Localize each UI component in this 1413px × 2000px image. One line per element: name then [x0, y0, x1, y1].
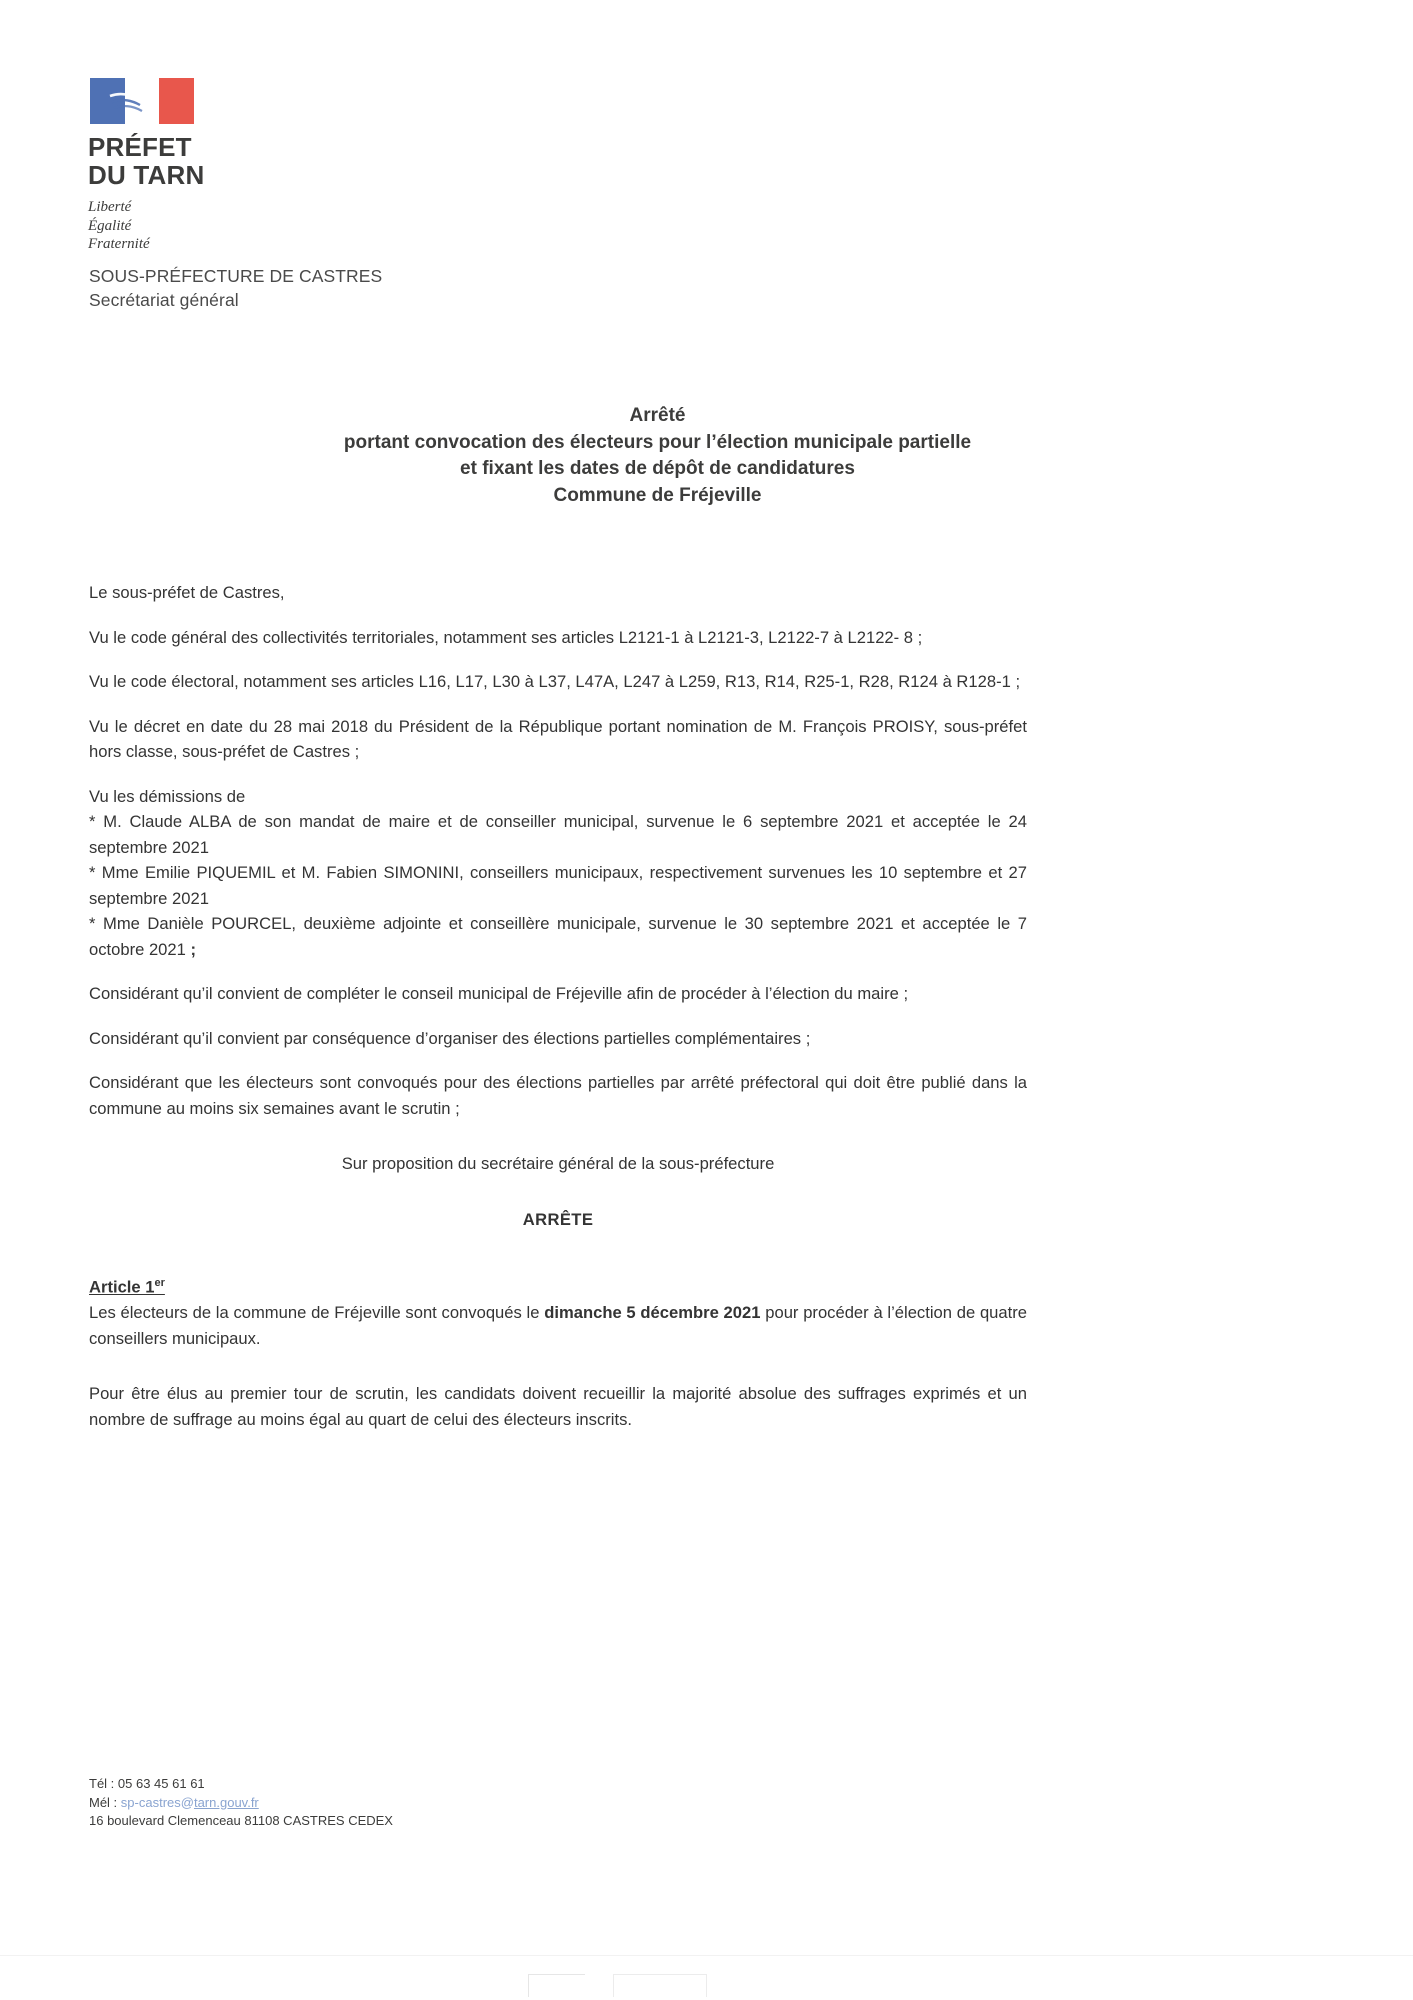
arrete-keyword: ARRÊTE — [522, 1209, 594, 1229]
spacer-before-article — [89, 1251, 1027, 1271]
demission-item-alba: * M. Claude ALBA de son mandat de maire et de conseiller municipal, survenue le 6 septembre 2021 et acceptée le 24 septembre 2021 — [89, 812, 1027, 857]
article-1-text-before-date: Les électeurs de la commune de Fréjeville sont convoqués le — [89, 1303, 545, 1323]
title-line-object-2: et fixant les dates de dépôt de candidatures — [460, 458, 855, 479]
article-1-paragraph-2: Pour être élus au premier tour de scrutin, les candidats doivent recueillir la majorité absolue des suffrages exprimés et un nombre de suffrage au moins égal au quart de celui des électeurs inscrits. — [89, 1384, 1027, 1429]
title-line-commune: Commune de Fréjeville — [553, 484, 762, 506]
prefet-title-line2: DU TARN — [88, 160, 205, 190]
footer-address: 16 boulevard Clemenceau 81108 CASTRES CEDEX — [89, 1813, 393, 1828]
document-footer — [89, 1775, 393, 1831]
article-1-label: Article 1 — [89, 1277, 155, 1297]
vu-demissions-intro: Vu les démissions de — [89, 786, 246, 806]
motto-egalite: Égalité — [88, 217, 132, 234]
title-line-object-1: portant convocation des électeurs pour l’élection municipale partielle — [343, 431, 972, 453]
demission-pourcel-text: * Mme Danièle POURCEL, deuxième adjointe et conseillère municipale, survenue le 30 septembre 2021 et acceptée le 7 octobre 2021 — [89, 914, 1027, 959]
email-local-part: sp-castres@ — [120, 1794, 194, 1810]
footer-mail-label: Mél : — [89, 1794, 121, 1810]
marianne-wave-icon — [90, 78, 194, 124]
motto-fraternite: Fraternité — [88, 236, 150, 252]
considerant-paragraph-2: Considérant qu’il convient par conséquence d’organiser des élections partielles complémentaires ; — [89, 1028, 811, 1048]
considerant-paragraph-1: Considérant qu’il convient de compléter le conseil municipal de Fréjeville afin de procéder à l’élection du maire ; — [89, 984, 909, 1003]
document-title — [89, 403, 1226, 509]
article-1-heading — [89, 1271, 1027, 1300]
prefecture-logo-block — [88, 78, 418, 254]
footer-tel-label: Tél : — [89, 1776, 118, 1791]
scan-artifact-right — [613, 1974, 707, 1997]
scan-bottom-edge — [0, 1955, 1413, 2000]
motto-liberte: Liberté — [88, 199, 132, 215]
footer-telephone — [89, 1775, 393, 1794]
french-flag-icon — [90, 78, 194, 124]
salutation-paragraph: Le sous-préfet de Castres, — [89, 583, 285, 602]
demission-item-piquemil-simonini: * Mme Emilie PIQUEMIL et M. Fabien SIMONINI, conseillers municipaux, respectivement survenues les 10 septembre et 27 septembre 2021 — [89, 863, 1027, 908]
republic-motto — [88, 198, 418, 254]
footer-email — [89, 1794, 393, 1813]
document-body — [89, 580, 1027, 1451]
vu-cgct-paragraph: Vu le code général des collectivités territoriales, notamment ses articles L2121-1 à L2121-3, L2122-7 à L2122- 8 ; — [89, 627, 923, 647]
title-line-arrete: Arrêté — [629, 405, 686, 426]
considerant-paragraph-3: Considérant que les électeurs sont convoqués pour des élections partielles par arrêté préfectoral qui doit être publié dans la commune au moins six semaines avant le scrutin ; — [89, 1073, 1027, 1118]
article-1-ordinal-suffix: er — [154, 1277, 165, 1289]
prefet-title-line1: PRÉFET — [88, 132, 192, 162]
spacer-before-arrete — [89, 1196, 1027, 1207]
vu-decret-paragraph: Vu le décret en date du 28 mai 2018 du Président de la République portant nomination de M. François PROISY, sous-préfet hors classe, sous-préfet de Castres ; — [89, 716, 1027, 761]
demission-item-pourcel — [89, 911, 1027, 962]
article-1-text-after-date: pour procéder à l’élection de quatre conseillers municipaux. — [89, 1303, 1027, 1348]
service-name: SOUS-PRÉFECTURE DE CASTRES — [89, 266, 383, 286]
footer-tel-value: 05 63 45 61 61 — [117, 1776, 205, 1791]
scan-artifact-left — [528, 1974, 585, 1997]
spacer-between-article-paragraphs — [89, 1370, 1027, 1381]
demission-pourcel-semicolon: ; — [185, 939, 197, 959]
spacer-before-proposition — [89, 1140, 1027, 1151]
service-header — [89, 264, 382, 312]
email-link[interactable] — [121, 1795, 259, 1810]
service-department: Secrétariat général — [89, 290, 239, 310]
vu-code-electoral-paragraph: Vu le code électoral, notamment ses articles L16, L17, L30 à L37, L47A, L247 à L259, R13, R14, R25-1, R28, R124 à R128-1 ; — [89, 672, 1021, 691]
election-date: dimanche 5 décembre 2021 — [544, 1303, 761, 1323]
email-domain-part: tarn.gouv.fr — [193, 1794, 259, 1810]
sur-proposition-paragraph: Sur proposition du secrétaire général de la sous-préfecture — [341, 1154, 775, 1173]
article-1-paragraph-1 — [89, 1300, 1027, 1351]
